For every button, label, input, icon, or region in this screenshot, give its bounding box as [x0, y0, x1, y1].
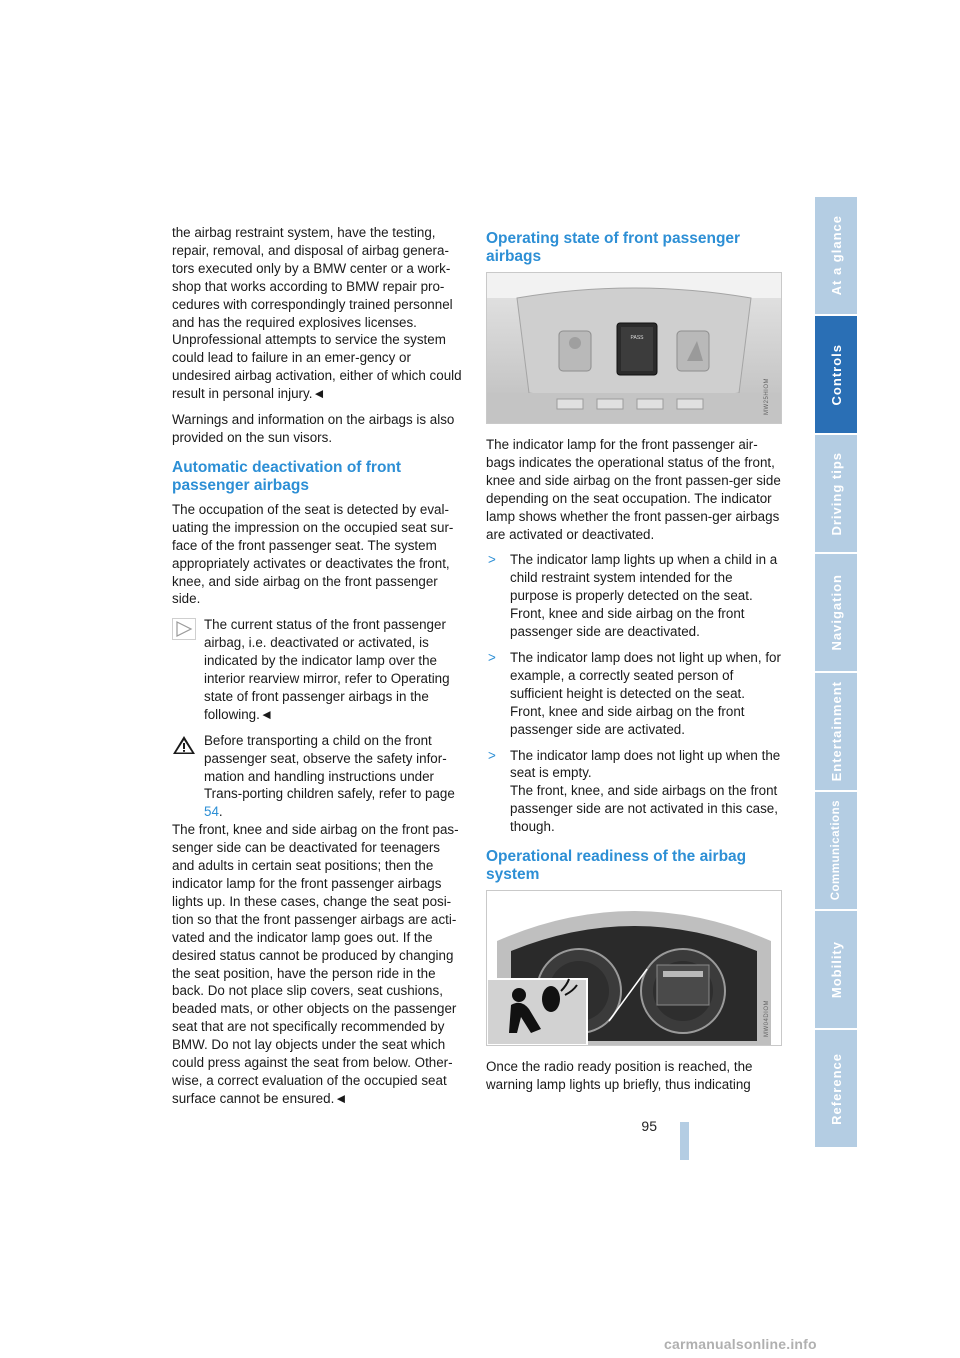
- svg-text:PASS: PASS: [630, 335, 644, 341]
- overhead-console-image: [486, 272, 782, 424]
- figure-code: MW25HIOM: [764, 378, 771, 415]
- instrument-cluster-image: [486, 890, 782, 1046]
- paragraph: The indicator lamp for the front passenger air-bags indicates the operational status of the front, knee and side airbag on the front passen-ger side depending on the seat occupation. The indicator lamp shows whether the front passen-ger airbags are activated or deactivated.: [486, 437, 781, 542]
- list-item: > The indicator lamp does not light up when, for example, a correctly seated person of sufficient height is detected on the seat. Front, knee and side airbag on the front passenger side are activated.: [488, 649, 781, 737]
- note-block: [172, 616, 464, 723]
- page-link[interactable]: 54: [204, 804, 219, 820]
- tab-communications[interactable]: Communications: [815, 792, 857, 909]
- right-column: [486, 224, 782, 1102]
- tab-driving-tips[interactable]: Driving tips: [815, 435, 857, 552]
- tab-entertainment[interactable]: Entertainment: [815, 673, 857, 790]
- note-text: The current status of the front passenger airbag, i.e. deactivated or activated, is indicated by the indicator lamp over the interior rearview mirror, refer to Operating state of front passenger airbags in the following.◄: [204, 617, 450, 722]
- paragraph: the airbag restraint system, have the testing, repair, removal, and disposal of airbag genera-tors executed only by a BMW center or a work-shop that works according to BMW repair pro-cedures with correspondingly trained personnel and has the required explosives licenses. Unprofessional attempts to service the system could lead to failure in an emer-gency or undesired airbag activation, either of which could result in personal injury.◄: [172, 225, 462, 402]
- paragraph: Once the radio ready position is reached, the warning lamp lights up briefly, thus indicating: [486, 1059, 753, 1092]
- footer-watermark: carmanualsonline.info: [664, 1336, 817, 1352]
- warning-block: [172, 732, 464, 822]
- tab-navigation[interactable]: Navigation: [815, 554, 857, 671]
- page-marker-bar: [680, 1122, 689, 1160]
- paragraph: The front, knee and side airbag on the front pas-senger side can be deactivated for teenagers and adults in certain seat positions; then the indicator lamp for the front passenger airbags lights up. In these cases, change the seat posi-tion so that the front passenger airbags are acti-vated and the indicator lamp goes out. If the desired status cannot be produced by changing the seat position, have the person ride in the back. Do not place slip covers, seat cushions, beaded mats, or other objects on the passenger seat that are not specifically recommended by BMW. Do not lay objects under the seat which could press against the seat from below. Other-wise, a correct evaluation of the occupied seat surface cannot be ensured.◄: [172, 822, 459, 1106]
- status-list: [486, 551, 782, 836]
- figure-code: MW04DIOM: [764, 1000, 771, 1038]
- list-item: > The indicator lamp does not light up when the seat is empty. The front, knee, and side airbags on the front passenger side are not activated in this case, though.: [488, 747, 781, 835]
- chapter-tabs: [815, 197, 857, 1149]
- page-number: 95: [641, 1118, 657, 1134]
- tab-controls[interactable]: Controls: [815, 316, 857, 433]
- warning-text: Before transporting a child on the front passenger seat, observe the safety infor-mation and handling instructions under Trans-porting children safely, refer to page 54.: [204, 732, 455, 820]
- tab-reference[interactable]: Reference: [815, 1030, 857, 1147]
- section-heading: Automatic deactivation of front passenger airbags: [172, 458, 402, 494]
- section-heading: Operating state of front passenger airbags: [486, 230, 741, 265]
- paragraph: The occupation of the seat is detected by eval-uating the impression on the occupied seat sur-face of the front passenger seat. The system appropriately activates or deactivates the front, knee, and side airbag on the front passenger side.: [172, 501, 454, 607]
- warning-icon: [172, 734, 196, 756]
- overhead-console-illustration: [487, 273, 781, 423]
- left-column: [172, 224, 464, 1116]
- paragraph: Warnings and information on the airbags is also provided on the sun visors.: [172, 412, 455, 445]
- section-heading: Operational readiness of the airbag system: [486, 848, 747, 884]
- instrument-cluster-illustration: [487, 891, 781, 1045]
- tab-at-a-glance[interactable]: At a glance: [815, 197, 857, 314]
- list-item: > The indicator lamp lights up when a child in a child restraint system intended for the purpose is properly detected on the seat. Front, knee and side airbag on the front passenger side are deactivated.: [488, 552, 778, 640]
- note-triangle-icon: [172, 618, 196, 640]
- tab-mobility[interactable]: Mobility: [815, 911, 857, 1028]
